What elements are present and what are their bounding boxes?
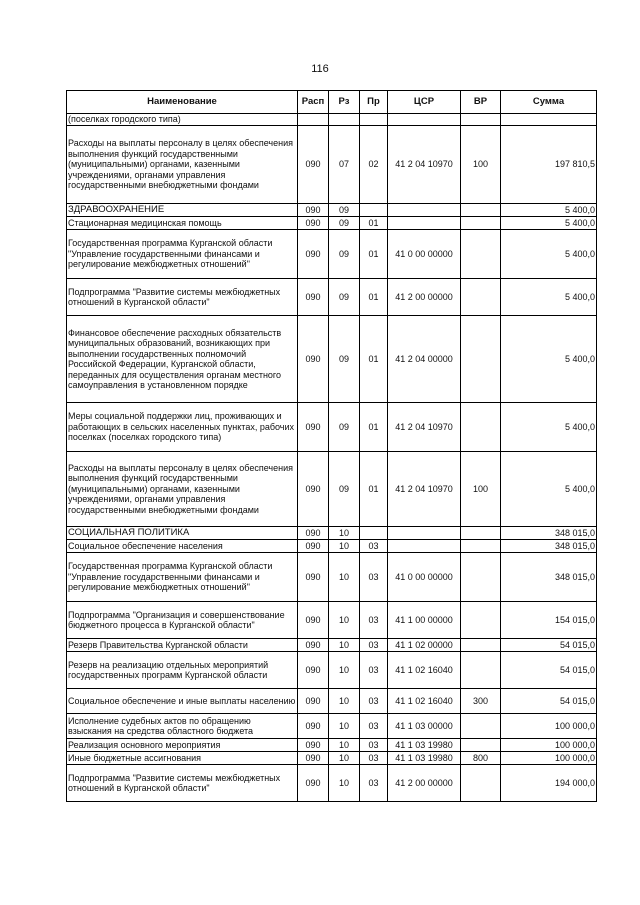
cell-rz: 10: [329, 639, 360, 652]
table-row: [67, 765, 597, 802]
cell-rasp: 090: [298, 714, 329, 739]
cell-rz: 09: [329, 316, 360, 403]
cell-rz: 07: [329, 126, 360, 204]
cell-pr: [360, 204, 388, 217]
cell-rasp: 090: [298, 204, 329, 217]
cell-rz: 09: [329, 279, 360, 316]
cell-rz: 10: [329, 689, 360, 714]
cell-vr: [461, 602, 501, 639]
cell-name: Социальное обеспечение и иные выплаты населению: [67, 689, 298, 714]
header-vr: ВР: [461, 91, 501, 114]
cell-pr: 03: [360, 652, 388, 689]
cell-csr: 41 2 00 00000: [388, 765, 461, 802]
table-row: [67, 126, 597, 204]
header-pr: Пр: [360, 91, 388, 114]
cell-name: СОЦИАЛЬНАЯ ПОЛИТИКА: [67, 527, 298, 540]
cell-csr: [388, 204, 461, 217]
cell-sum: 5 400,0: [501, 403, 597, 452]
cell-name: Государственная программа Курганской области "Управление государственными финансами и регулирование межбюджетных отношений": [67, 553, 298, 602]
cell-rz: 09: [329, 217, 360, 230]
cell-sum: 54 015,0: [501, 639, 597, 652]
table-row: [67, 752, 597, 765]
cell-vr: [461, 652, 501, 689]
cell-rasp: 090: [298, 316, 329, 403]
table-row: [67, 452, 597, 527]
header-sum: Сумма: [501, 91, 597, 114]
cell-rasp: 090: [298, 739, 329, 752]
cell-vr: [461, 714, 501, 739]
cell-rz: 09: [329, 452, 360, 527]
cell-csr: 41 1 02 00000: [388, 639, 461, 652]
cell-csr: 41 2 00 00000: [388, 279, 461, 316]
table-row: [67, 652, 597, 689]
cell-name: Резерв Правительства Курганской области: [67, 639, 298, 652]
cell-csr: 41 2 04 10970: [388, 452, 461, 527]
cell-rz: [329, 114, 360, 126]
cell-pr: 03: [360, 689, 388, 714]
cell-rasp: 090: [298, 126, 329, 204]
cell-rasp: 090: [298, 540, 329, 553]
cell-vr: 100: [461, 126, 501, 204]
header-rz: Рз: [329, 91, 360, 114]
cell-csr: 41 1 03 19980: [388, 739, 461, 752]
cell-pr: 03: [360, 639, 388, 652]
cell-csr: 41 1 02 16040: [388, 689, 461, 714]
cell-sum: 348 015,0: [501, 527, 597, 540]
cell-rz: 09: [329, 204, 360, 217]
cell-csr: 41 0 00 00000: [388, 553, 461, 602]
cell-rasp: 090: [298, 553, 329, 602]
cell-sum: 348 015,0: [501, 540, 597, 553]
cell-pr: 03: [360, 714, 388, 739]
cell-csr: 41 2 04 10970: [388, 403, 461, 452]
cell-rasp: 090: [298, 765, 329, 802]
cell-csr: 41 2 04 00000: [388, 316, 461, 403]
cell-vr: [461, 230, 501, 279]
cell-vr: 300: [461, 689, 501, 714]
cell-vr: [461, 204, 501, 217]
cell-pr: 03: [360, 752, 388, 765]
cell-name: Расходы на выплаты персоналу в целях обеспечения выполнения функций государственными (муниципальными) органами, казенными учреждениями, органами управления государственными внебюджетными фондами: [67, 126, 298, 204]
cell-pr: [360, 527, 388, 540]
cell-rasp: 090: [298, 639, 329, 652]
cell-pr: 02: [360, 126, 388, 204]
cell-sum: 100 000,0: [501, 739, 597, 752]
cell-name: ЗДРАВООХРАНЕНИЕ: [67, 204, 298, 217]
cell-pr: 01: [360, 316, 388, 403]
cell-csr: 41 1 03 00000: [388, 714, 461, 739]
cell-pr: 03: [360, 739, 388, 752]
table-row: [67, 689, 597, 714]
cell-rasp: 090: [298, 452, 329, 527]
cell-vr: [461, 639, 501, 652]
header-csr: ЦСР: [388, 91, 461, 114]
cell-sum: [501, 114, 597, 126]
cell-vr: 100: [461, 452, 501, 527]
cell-pr: 03: [360, 553, 388, 602]
cell-vr: [461, 279, 501, 316]
cell-name: Исполнение судебных актов по обращению взыскания на средства областного бюджета: [67, 714, 298, 739]
cell-pr: 01: [360, 230, 388, 279]
cell-rasp: 090: [298, 403, 329, 452]
cell-vr: [461, 765, 501, 802]
cell-name: Государственная программа Курганской области "Управление государственными финансами и регулирование межбюджетных отношений": [67, 230, 298, 279]
table-row: [67, 553, 597, 602]
cell-vr: [461, 739, 501, 752]
cell-pr: 03: [360, 602, 388, 639]
cell-pr: 01: [360, 279, 388, 316]
page-number: 116: [311, 63, 329, 75]
cell-rasp: 090: [298, 217, 329, 230]
cell-sum: 100 000,0: [501, 714, 597, 739]
cell-rz: 10: [329, 553, 360, 602]
cell-pr: 01: [360, 217, 388, 230]
cell-sum: 54 015,0: [501, 689, 597, 714]
cell-rz: 10: [329, 652, 360, 689]
header-name: Наименование: [67, 91, 298, 114]
cell-vr: [461, 114, 501, 126]
cell-rz: 10: [329, 714, 360, 739]
cell-vr: [461, 403, 501, 452]
table-row: [67, 230, 597, 279]
cell-sum: 5 400,0: [501, 204, 597, 217]
cell-pr: 03: [360, 540, 388, 553]
cell-rz: 10: [329, 527, 360, 540]
cell-csr: [388, 540, 461, 553]
cell-rz: 10: [329, 765, 360, 802]
cell-sum: 5 400,0: [501, 217, 597, 230]
cell-vr: [461, 527, 501, 540]
table-row: [67, 540, 597, 553]
cell-name: Меры социальной поддержки лиц, проживающих и работающих в сельских населенных пунктах, рабочих поселках (поселках городского типа): [67, 403, 298, 452]
table-row: [67, 279, 597, 316]
cell-pr: [360, 114, 388, 126]
cell-sum: 54 015,0: [501, 652, 597, 689]
cell-vr: 800: [461, 752, 501, 765]
cell-rz: 09: [329, 403, 360, 452]
cell-rasp: 090: [298, 652, 329, 689]
cell-csr: 41 2 04 10970: [388, 126, 461, 204]
cell-name: Социальное обеспечение населения: [67, 540, 298, 553]
cell-name: Реализация основного мероприятия: [67, 739, 298, 752]
cell-sum: 154 015,0: [501, 602, 597, 639]
budget-table: [66, 90, 597, 802]
cell-vr: [461, 540, 501, 553]
cell-sum: 197 810,5: [501, 126, 597, 204]
table-row: [67, 316, 597, 403]
cell-name: Расходы на выплаты персоналу в целях обеспечения выполнения функций государственными (муниципальными) органами, казенными учреждениями, органами управления государственными внебюджетными фондами: [67, 452, 298, 527]
table-row: [67, 639, 597, 652]
cell-pr: 03: [360, 765, 388, 802]
cell-name: Подпрограмма "Организация и совершенствование бюджетного процесса в Курганской области": [67, 602, 298, 639]
header-rasp: Расп: [298, 91, 329, 114]
cell-name: Финансовое обеспечение расходных обязательств муниципальных образований, возникающих при выполнении государственных полномочий Российской Федерации, Курганской области, переданных для осуществления органам местного самоуправления в установленном порядке: [67, 316, 298, 403]
cell-csr: 41 1 02 16040: [388, 652, 461, 689]
cell-pr: 01: [360, 403, 388, 452]
cell-vr: [461, 316, 501, 403]
cell-sum: 5 400,0: [501, 452, 597, 527]
cell-sum: 100 000,0: [501, 752, 597, 765]
cell-rz: 10: [329, 739, 360, 752]
table-row: [67, 403, 597, 452]
cell-csr: 41 1 00 00000: [388, 602, 461, 639]
cell-sum: 348 015,0: [501, 553, 597, 602]
table-row: [67, 602, 597, 639]
cell-csr: [388, 114, 461, 126]
cell-pr: 01: [360, 452, 388, 527]
cell-csr: 41 0 00 00000: [388, 230, 461, 279]
cell-rasp: 090: [298, 527, 329, 540]
cell-rasp: [298, 114, 329, 126]
cell-sum: 194 000,0: [501, 765, 597, 802]
cell-rasp: 090: [298, 752, 329, 765]
cell-csr: [388, 527, 461, 540]
cell-name: Стационарная медицинская помощь: [67, 217, 298, 230]
cell-vr: [461, 553, 501, 602]
cell-sum: 5 400,0: [501, 230, 597, 279]
cell-rasp: 090: [298, 230, 329, 279]
cell-csr: 41 1 03 19980: [388, 752, 461, 765]
cell-name: Подпрограмма "Развитие системы межбюджетных отношений в Курганской области": [67, 279, 298, 316]
table-row: [67, 217, 597, 230]
cell-csr: [388, 217, 461, 230]
table-row: [67, 739, 597, 752]
cell-name: Иные бюджетные ассигнования: [67, 752, 298, 765]
table-row: [67, 114, 597, 126]
table-row: [67, 527, 597, 540]
table-header-row: [67, 91, 597, 114]
cell-rasp: 090: [298, 602, 329, 639]
cell-rz: 10: [329, 540, 360, 553]
cell-name: Резерв на реализацию отдельных мероприятий государственных программ Курганской области: [67, 652, 298, 689]
cell-rz: 10: [329, 602, 360, 639]
cell-rz: 10: [329, 752, 360, 765]
cell-vr: [461, 217, 501, 230]
cell-name: (поселках городского типа): [67, 114, 298, 126]
cell-sum: 5 400,0: [501, 316, 597, 403]
cell-rasp: 090: [298, 689, 329, 714]
cell-rz: 09: [329, 230, 360, 279]
table-row: [67, 204, 597, 217]
cell-rasp: 090: [298, 279, 329, 316]
cell-name: Подпрограмма "Развитие системы межбюджетных отношений в Курганской области": [67, 765, 298, 802]
table-row: [67, 714, 597, 739]
cell-sum: 5 400,0: [501, 279, 597, 316]
